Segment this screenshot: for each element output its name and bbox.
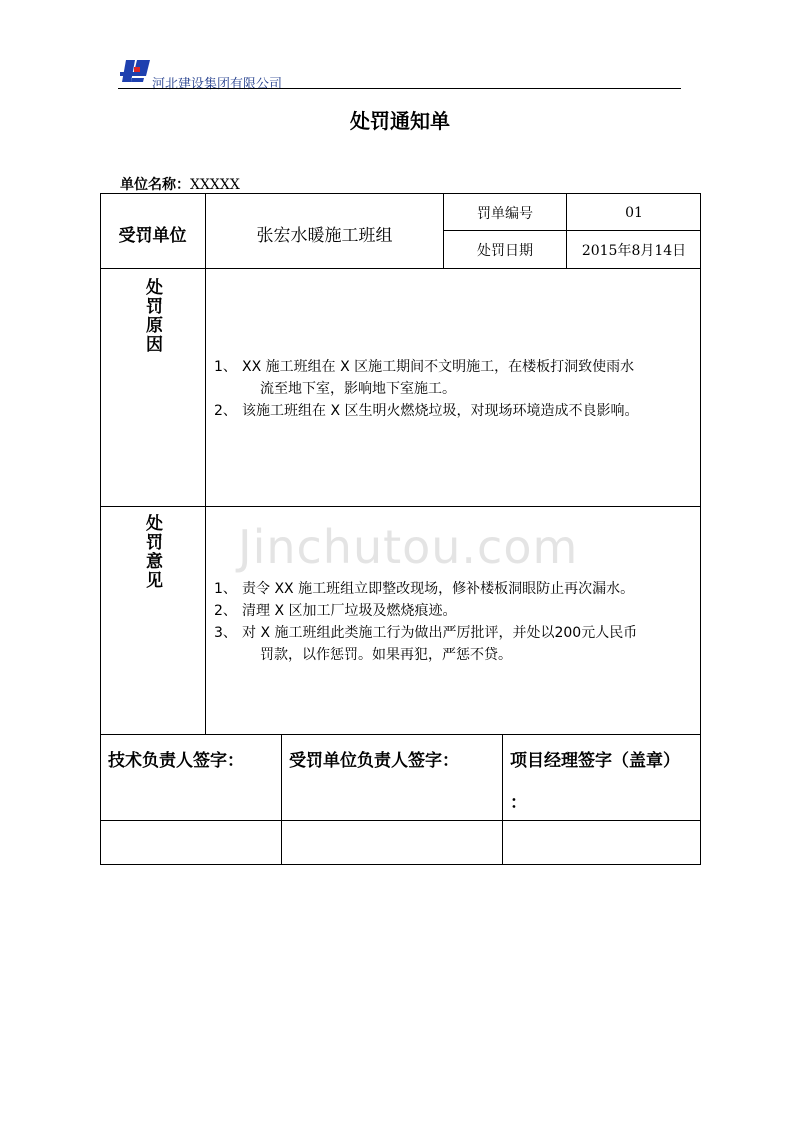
table-rule (100, 820, 701, 821)
unit-name-label: 单位名称： (120, 177, 190, 193)
document-title: 处罚通知单 (350, 109, 450, 133)
unit-name-value: XXXXX (190, 177, 240, 193)
reason-label: 处罚原因 (142, 278, 162, 354)
opinion-item-3-cont: 罚款，以作惩罚。如果再犯，严惩不贷。 (260, 647, 512, 663)
opinion-text: 责令 XX 施工班组立即整改现场，修补楼板洞眼防止再次漏水。 (242, 581, 635, 597)
reason-text: 该施工班组在 X 区生明火燃烧垃圾，对现场环境造成不良影响。 (242, 403, 639, 419)
opinion-item-1: 1、 责令 XX 施工班组立即整改现场，修补楼板洞眼防止再次漏水。 (214, 581, 635, 597)
opinion-item-2: 2、 清理 X 区加工厂垃圾及燃烧痕迹。 (214, 603, 457, 619)
penalized-unit-label: 受罚单位 (118, 226, 187, 246)
table-rule (100, 268, 701, 269)
penalized-unit-value: 张宏水暖施工班组 (256, 226, 393, 246)
company-name: 河北建设集团有限公司 (152, 77, 283, 92)
opinion-item-3: 3、 对 X 施工班组此类施工行为做出严厉批评，并处以200元人民币 (214, 625, 638, 641)
project-manager-signature-colon: ： (510, 793, 527, 813)
header-divider (118, 88, 681, 89)
table-rule (205, 193, 206, 734)
ticket-number-value: 01 (625, 205, 643, 221)
unit-lead-signature-label: 受罚单位负责人签字： (289, 751, 459, 771)
opinion-list (214, 578, 637, 666)
reason-item-1-cont: 流至地下室，影响地下室施工。 (260, 381, 456, 397)
company-logo-icon (120, 58, 152, 84)
opinion-text: 清理 X 区加工厂垃圾及燃烧痕迹。 (242, 603, 457, 619)
reason-list (214, 356, 639, 422)
reason-text: XX 施工班组在 X 区施工期间不文明施工，在楼板打洞致使雨水 (242, 359, 635, 375)
penalty-date-value: 2015年8月14日 (581, 243, 687, 259)
table-rule (100, 734, 701, 735)
table-rule (100, 506, 701, 507)
reason-item-1: 1、 XX 施工班组在 X 区施工期间不文明施工，在楼板打洞致使雨水 (214, 359, 635, 375)
opinion-label: 处罚意见 (142, 514, 162, 590)
penalty-date-label: 处罚日期 (477, 243, 533, 259)
tech-lead-signature-label: 技术负责人签字： (108, 751, 244, 771)
opinion-text: 对 X 施工班组此类施工行为做出严厉批评，并处以200元人民币 (242, 625, 638, 641)
watermark: Jinchutou.com (238, 520, 579, 574)
table-rule (281, 734, 282, 865)
reason-item-2: 2、 该施工班组在 X 区生明火燃烧垃圾，对现场环境造成不良影响。 (214, 403, 639, 419)
ticket-number-label: 罚单编号 (477, 206, 533, 222)
table-rule (502, 734, 503, 865)
project-manager-signature-label: 项目经理签字（盖章） (510, 751, 680, 771)
unit-name-row (120, 174, 240, 194)
table-rule (443, 230, 701, 231)
